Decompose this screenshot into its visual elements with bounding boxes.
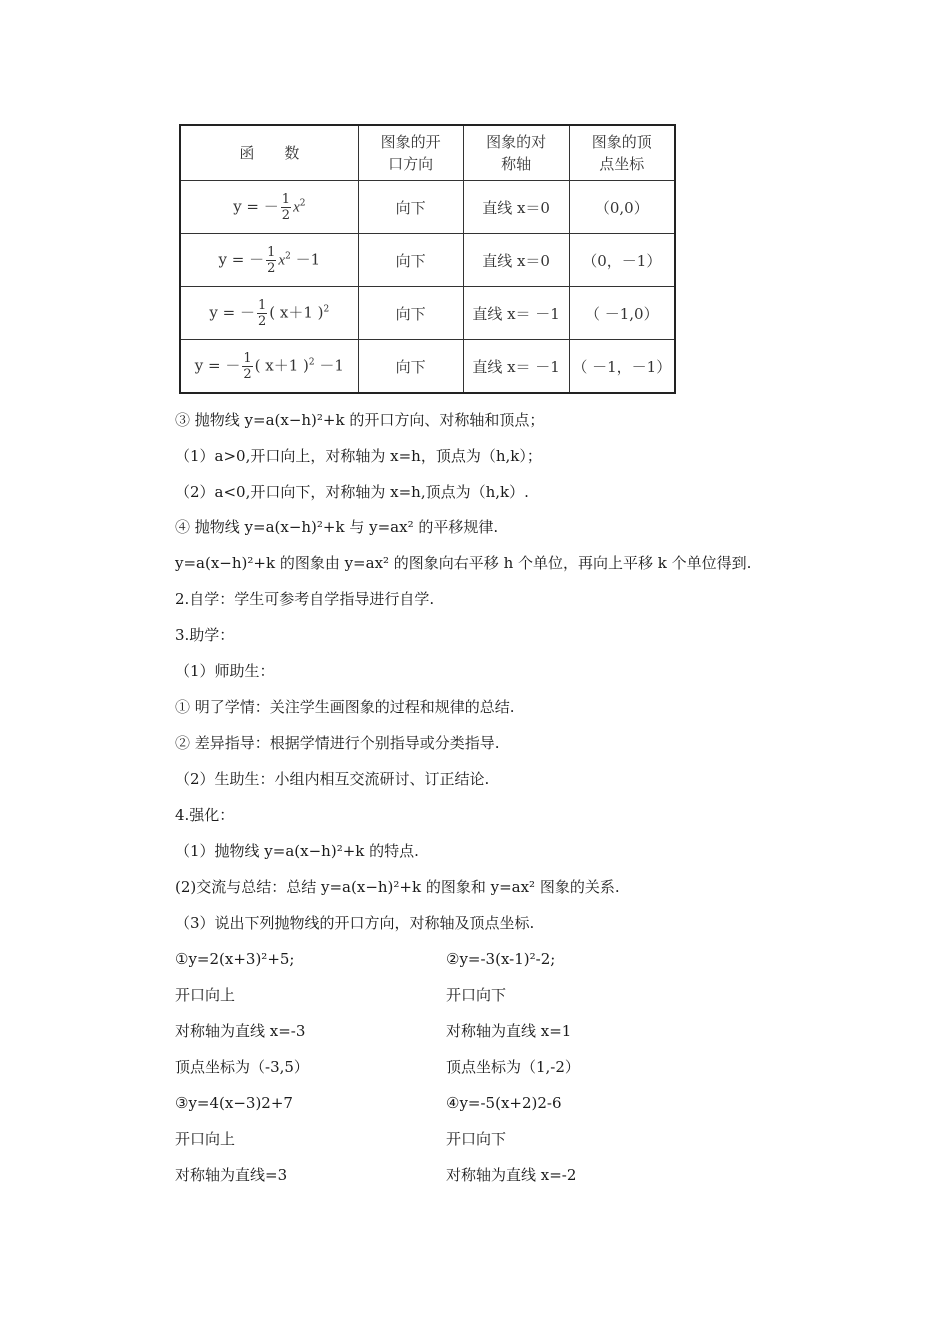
right-answer-line: ②y=-3(x-1)²-2; xyxy=(446,950,556,968)
text-line: （2）a<0,开口向下，对称轴为 x=h,顶点为（h,k）. xyxy=(175,483,529,501)
table-row xyxy=(180,234,675,287)
axis-cell: 直线 x＝ －1 xyxy=(463,287,569,340)
axis-cell: 直线 x＝0 xyxy=(463,181,569,234)
text-line: 2.自学：学生可参考自学指导进行自学. xyxy=(175,590,435,608)
direction-cell: 向下 xyxy=(358,340,463,394)
table-row xyxy=(180,340,675,394)
text-line: （1）a>0,开口向上，对称轴为 x=h，顶点为（h,k）； xyxy=(175,447,542,465)
right-answer-line: ④y=-5(x+2)2-6 xyxy=(446,1094,562,1112)
text-line: ② 差异指导：根据学情进行个别指导或分类指导. xyxy=(175,734,500,752)
direction-cell: 向下 xyxy=(358,287,463,340)
left-answer-line: 开口向上 xyxy=(175,986,236,1004)
header-direction: 图象的开 口方向 xyxy=(358,125,463,181)
fraction: $\frac{1}{2}$ xyxy=(267,244,276,276)
function-cell: y = － $\frac{1}{2}$ ( x＋1 )$^2$ －1 xyxy=(180,340,358,394)
vertex-cell: （ －1，－1） xyxy=(569,340,675,394)
left-answer-line: ③y=4(x−3)2+7 xyxy=(175,1094,293,1112)
axis-cell: 直线 x＝ －1 xyxy=(463,340,569,394)
left-answer-line: 对称轴为直线=3 xyxy=(175,1166,288,1184)
left-answer-line: ①y=2(x+3)²+5; xyxy=(175,950,295,968)
text-line: （3）说出下列抛物线的开口方向，对称轴及顶点坐标. xyxy=(175,914,535,932)
vertex-cell: （0,0） xyxy=(569,181,675,234)
right-answer-line: 对称轴为直线 x=-2 xyxy=(446,1166,577,1184)
right-answer-line: 开口向下 xyxy=(446,1130,507,1148)
table-row xyxy=(180,287,675,340)
table-row xyxy=(180,181,675,234)
direction-cell: 向下 xyxy=(358,181,463,234)
vertex-cell: （ －1,0） xyxy=(569,287,675,340)
direction-cell: 向下 xyxy=(358,234,463,287)
text-line: （1）师助生： xyxy=(175,662,275,680)
text-line: (2)交流与总结：总结 y=a(x−h)²+k 的图象和 y=ax² 图象的关系. xyxy=(175,878,620,896)
function-cell: y = － $\frac{1}{2}$ $x^2$ xyxy=(180,181,358,234)
fraction: $\frac{1}{2}$ xyxy=(243,350,252,382)
parabola-table xyxy=(179,124,676,394)
right-answer-line: 对称轴为直线 x=1 xyxy=(446,1022,572,1040)
left-answer-line: 开口向上 xyxy=(175,1130,236,1148)
text-line: ① 明了学情：关注学生画图象的过程和规律的总结. xyxy=(175,698,515,716)
table-header-row xyxy=(180,125,675,181)
right-answer-line: 顶点坐标为（1,-2） xyxy=(446,1058,580,1076)
text-line: 4.强化： xyxy=(175,806,235,824)
text-line: ③ 抛物线 y=a(x−h)²+k 的开口方向、对称轴和顶点； xyxy=(175,411,545,429)
text-line: （1）抛物线 y=a(x−h)²+k 的特点. xyxy=(175,842,419,860)
axis-cell: 直线 x＝0 xyxy=(463,234,569,287)
function-cell: y = － $\frac{1}{2}$ ( x＋1 )$^2$ xyxy=(180,287,358,340)
header-vertex: 图象的顶 点坐标 xyxy=(569,125,675,181)
right-answer-line: 开口向下 xyxy=(446,986,507,1004)
text-line: ④ 抛物线 y=a(x−h)²+k 与 y=ax² 的平移规律. xyxy=(175,518,499,536)
left-answer-line: 对称轴为直线 x=-3 xyxy=(175,1022,306,1040)
fraction: $\frac{1}{2}$ xyxy=(281,191,291,223)
text-line: （2）生助生：小组内相互交流研讨、订正结论. xyxy=(175,770,490,788)
left-answer-line: 顶点坐标为（-3,5） xyxy=(175,1058,309,1076)
text-line: 3.助学： xyxy=(175,626,235,644)
fraction: $\frac{1}{2}$ xyxy=(258,297,267,329)
vertex-cell: （0，－1） xyxy=(569,234,675,287)
header-axis: 图象的对 称轴 xyxy=(463,125,569,181)
function-cell: y = － $\frac{1}{2}$ $x^2 -1$ xyxy=(180,234,358,287)
header-function: 函 数 xyxy=(180,125,358,181)
text-line: y=a(x−h)²+k 的图象由 y=ax² 的图象向右平移 h 个单位，再向上平移 k 个单位得到. xyxy=(175,554,752,572)
